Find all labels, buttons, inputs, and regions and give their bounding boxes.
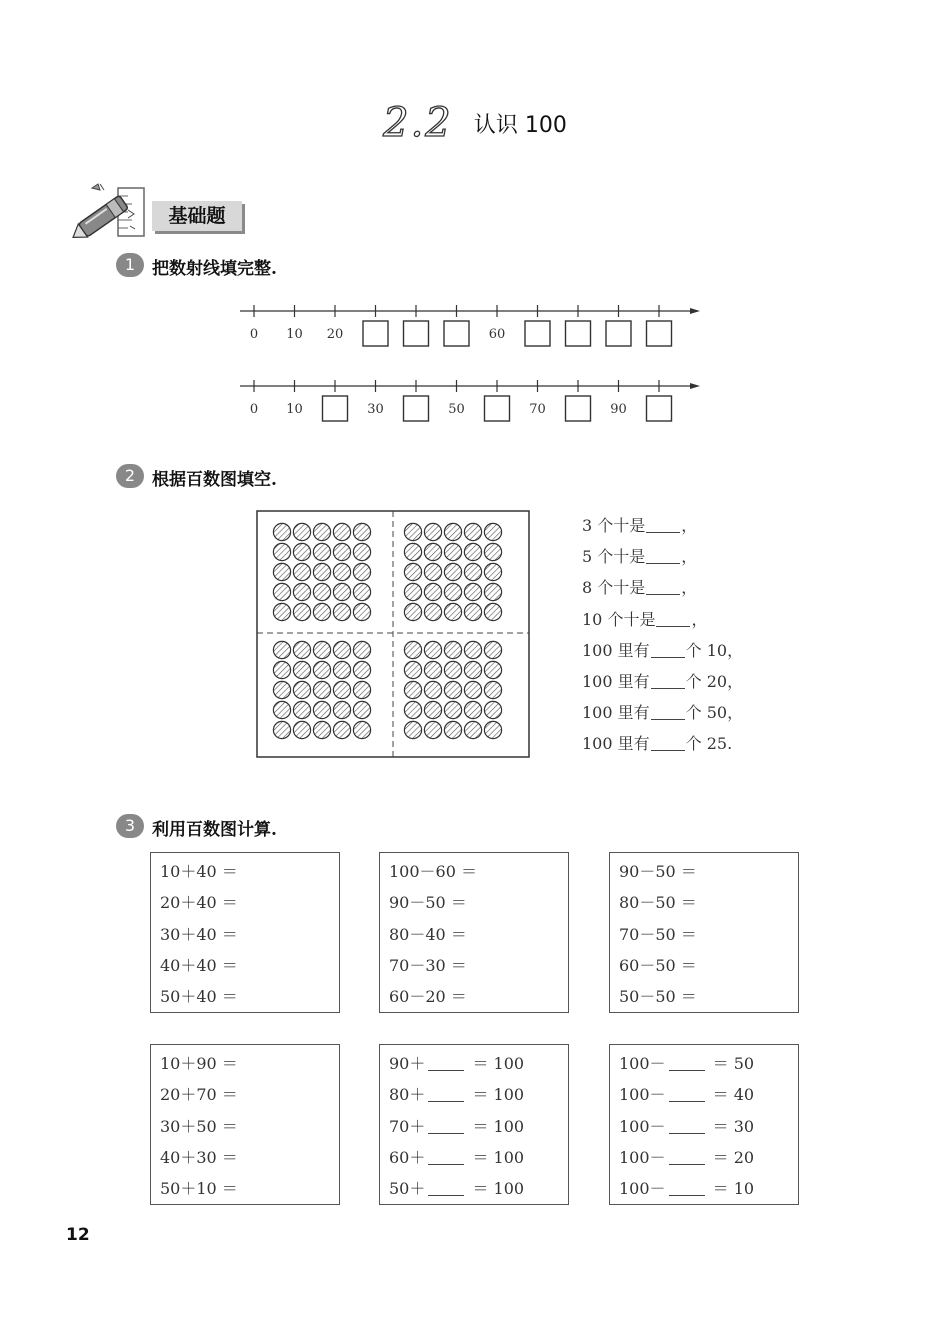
hundred-dot (464, 603, 481, 620)
fill-statement: 10 个十是 ， (582, 609, 708, 629)
tick-label: 70 (529, 402, 546, 417)
hundred-dot (464, 641, 481, 658)
hundred-dot (273, 681, 290, 698)
hundred-dot (313, 523, 330, 540)
calc-line: 60－20 ＝ (389, 987, 467, 1007)
tick-label: 50 (448, 402, 465, 417)
hundred-dot (333, 563, 350, 580)
calc-line: 20＋40 ＝ (160, 893, 238, 913)
hundred-dot (404, 681, 421, 698)
hundred-dot (444, 543, 461, 560)
hundred-dot (464, 583, 481, 600)
tick-label: 90 (610, 402, 627, 417)
answer-blank[interactable] (651, 670, 685, 689)
hundred-dot (293, 543, 310, 560)
hundred-dot (464, 563, 481, 580)
hundred-dot (484, 681, 501, 698)
calc-line: 60－50 ＝ (619, 955, 697, 975)
hundred-dot (424, 523, 441, 540)
calc-line: 30＋40 ＝ (160, 924, 238, 944)
calc-line: 70－30 ＝ (389, 955, 467, 975)
hundred-dot (424, 721, 441, 738)
hundred-dot (444, 523, 461, 540)
hundred-dot (424, 681, 441, 698)
answer-box[interactable] (525, 321, 550, 346)
answer-blank[interactable] (669, 1052, 705, 1071)
hundred-dot (353, 681, 370, 698)
answer-box[interactable] (323, 396, 348, 421)
hundred-dot (444, 701, 461, 718)
arrow-head (690, 308, 700, 314)
hundred-dot (353, 583, 370, 600)
calc-box (609, 852, 799, 1013)
hundred-dot (484, 543, 501, 560)
answer-blank[interactable] (646, 576, 680, 595)
hundred-dot (484, 603, 501, 620)
hundred-chart (256, 510, 530, 758)
question-1-badge: 1 (116, 253, 144, 277)
hundred-dot (424, 641, 441, 658)
tick-label: 10 (286, 402, 303, 417)
answer-box[interactable] (404, 396, 429, 421)
answer-blank[interactable] (669, 1115, 705, 1134)
calc-line: 100－ ＝ 20 (619, 1147, 755, 1167)
hundred-dot (273, 721, 290, 738)
hundred-dot (273, 641, 290, 658)
hundred-dot (333, 701, 350, 718)
calc-line: 50＋40 ＝ (160, 987, 238, 1007)
answer-blank[interactable] (428, 1146, 464, 1165)
question-1-text: 把数射线填完整. (152, 259, 277, 279)
answer-blank[interactable] (646, 545, 680, 564)
hundred-dot (464, 701, 481, 718)
section-label: 基础题 (152, 201, 242, 231)
hundred-dot (313, 681, 330, 698)
question-2-text: 根据百数图填空. (152, 470, 277, 490)
answer-blank[interactable] (428, 1177, 464, 1196)
hundred-dot (333, 681, 350, 698)
hundred-dot (273, 523, 290, 540)
tick-label: 60 (488, 327, 506, 342)
hundred-dot (404, 583, 421, 600)
hundred-dot (404, 603, 421, 620)
hundred-dot (293, 701, 310, 718)
hundred-dot (484, 701, 501, 718)
calc-line: 40＋40 ＝ (160, 955, 238, 975)
calc-line: 60＋ ＝ 100 (389, 1147, 525, 1167)
hundred-dot (313, 563, 330, 580)
calc-line: 80－40 ＝ (389, 924, 467, 944)
hundred-dot (273, 603, 290, 620)
hundred-dot (353, 563, 370, 580)
fill-statement: 3 个十是 ， (582, 516, 698, 535)
hundred-dot (444, 681, 461, 698)
arrow-head (690, 383, 700, 389)
hundred-dot (333, 583, 350, 600)
number-line-2 (240, 380, 700, 421)
hundred-dot (313, 721, 330, 738)
hundred-dot (404, 641, 421, 658)
answer-blank[interactable] (669, 1083, 705, 1102)
hundred-dot (273, 563, 290, 580)
answer-blank[interactable] (428, 1052, 464, 1071)
hundred-dot (444, 603, 461, 620)
calc-box (379, 852, 569, 1013)
calc-line: 50＋ ＝ 100 (389, 1179, 525, 1199)
hundred-dot (353, 543, 370, 560)
calc-line: 80＋ ＝ 100 (389, 1085, 525, 1105)
page-number: 12 (66, 1225, 90, 1245)
question-3-badge: 3 (116, 814, 144, 838)
answer-blank[interactable] (656, 608, 690, 627)
number-line-1 (240, 305, 700, 346)
hundred-dot (313, 543, 330, 560)
hundred-dot (464, 661, 481, 678)
hundred-dot (484, 641, 501, 658)
calc-line: 50－50 ＝ (619, 987, 697, 1007)
hundred-dot (424, 543, 441, 560)
hundred-dot (404, 523, 421, 540)
answer-blank[interactable] (428, 1115, 464, 1134)
hundred-dot (484, 583, 501, 600)
hundred-dot (464, 681, 481, 698)
calc-box (150, 852, 340, 1013)
hundred-dot (273, 661, 290, 678)
hundred-dot (484, 523, 501, 540)
hundred-dot (333, 603, 350, 620)
hundred-dot (353, 661, 370, 678)
calc-line: 80－50 ＝ (619, 893, 697, 913)
answer-box[interactable] (606, 321, 631, 346)
tick-label: 10 (286, 327, 303, 342)
hundred-dot (404, 661, 421, 678)
calc-line: 100－60 ＝ (389, 862, 477, 881)
fill-statement: 100 里有 个 25. (582, 734, 733, 754)
answer-box[interactable] (566, 321, 591, 346)
hundred-dot (444, 721, 461, 738)
calc-line: 100－ ＝ 50 (619, 1054, 755, 1073)
answer-blank[interactable] (646, 514, 680, 533)
fill-statement: 100 里有 个 10， (582, 640, 744, 660)
hundred-dot (444, 583, 461, 600)
hundred-dot (464, 543, 481, 560)
hundred-dot (424, 701, 441, 718)
fill-statement: 8 个十是 ， (582, 578, 698, 598)
hundred-dot (273, 543, 290, 560)
hundred-dot (333, 661, 350, 678)
hundred-dot (293, 583, 310, 600)
hundred-dot (313, 661, 330, 678)
calc-line: 20＋70 ＝ (160, 1085, 238, 1105)
calc-line: 30＋50 ＝ (160, 1116, 238, 1136)
hundred-dot (333, 543, 350, 560)
hundred-dot (444, 641, 461, 658)
hundred-dot (313, 583, 330, 600)
hundred-dot (293, 641, 310, 658)
calc-box (609, 1044, 799, 1205)
hundred-dot (293, 523, 310, 540)
lesson-title-text: 认识 100 (473, 112, 567, 138)
answer-blank[interactable] (651, 639, 685, 658)
answer-box[interactable] (485, 396, 510, 421)
calc-line: 50＋10 ＝ (160, 1179, 238, 1199)
hundred-dot (293, 661, 310, 678)
hundred-dot (353, 641, 370, 658)
calc-line: 90＋ ＝ 100 (389, 1054, 525, 1073)
answer-blank[interactable] (428, 1083, 464, 1102)
tick-label: 30 (367, 402, 384, 417)
hundred-dot (464, 523, 481, 540)
answer-box[interactable] (647, 396, 672, 421)
lesson-number: 2.2 (383, 100, 453, 146)
lesson-title (0, 100, 950, 146)
fill-statement: 100 里有 个 20， (582, 671, 744, 691)
hundred-dot (404, 563, 421, 580)
hundred-dot (313, 641, 330, 658)
hundred-dot (404, 543, 421, 560)
hundred-dot (333, 641, 350, 658)
answer-box[interactable] (647, 321, 672, 346)
hundred-dot (293, 563, 310, 580)
answer-box[interactable] (363, 321, 388, 346)
calc-line: 40＋30 ＝ (160, 1147, 238, 1167)
hundred-dot (293, 603, 310, 620)
hundred-dot (424, 583, 441, 600)
hundred-dot (313, 603, 330, 620)
hundred-dot (444, 661, 461, 678)
hundred-dot (333, 721, 350, 738)
hundred-dot (293, 721, 310, 738)
fill-statement: 5 个十是 ， (582, 547, 698, 567)
answer-blank[interactable] (651, 732, 685, 751)
question-2-badge: 2 (116, 464, 144, 488)
tick-label: 20 (326, 327, 344, 342)
calc-line: 100－ ＝ 10 (619, 1179, 755, 1199)
hundred-dot (353, 523, 370, 540)
tick-label: 0 (249, 327, 259, 342)
hundred-dot (293, 681, 310, 698)
fill-statement: 100 里有 个 50， (582, 703, 744, 723)
calc-box (150, 1044, 340, 1205)
calc-line: 90－50 ＝ (619, 862, 697, 881)
calc-line: 10＋40 ＝ (160, 862, 238, 881)
hundred-dot (273, 701, 290, 718)
hundred-dot (404, 701, 421, 718)
answer-blank[interactable] (651, 701, 685, 720)
hundred-dot (353, 721, 370, 738)
answer-box[interactable] (566, 396, 591, 421)
number-lines (240, 295, 710, 430)
hundred-dot (464, 721, 481, 738)
hundred-dot (424, 661, 441, 678)
tick-label: 0 (249, 402, 259, 417)
hundred-dot (353, 701, 370, 718)
hundred-dot (404, 721, 421, 738)
hundred-dot (484, 563, 501, 580)
hundred-dot (484, 661, 501, 678)
calc-line: 70－50 ＝ (619, 924, 697, 944)
hundred-dot (424, 603, 441, 620)
calc-line: 90－50 ＝ (389, 893, 467, 913)
answer-box[interactable] (444, 321, 469, 346)
hundred-dot (333, 523, 350, 540)
calc-line: 10＋90 ＝ (160, 1054, 238, 1073)
answer-blank[interactable] (669, 1177, 705, 1196)
fill-statements (582, 510, 782, 760)
question-3-text: 利用百数图计算. (152, 820, 277, 840)
answer-box[interactable] (404, 321, 429, 346)
answer-blank[interactable] (669, 1146, 705, 1165)
hundred-dot (484, 721, 501, 738)
hundred-dot (273, 583, 290, 600)
calc-line: 100－ ＝ 40 (619, 1085, 755, 1105)
calc-line: 70＋ ＝ 100 (389, 1116, 525, 1136)
hundred-dot (424, 563, 441, 580)
hundred-dot (353, 603, 370, 620)
hundred-dot (444, 563, 461, 580)
calc-line: 100－ ＝ 30 (619, 1116, 755, 1136)
hundred-dot (313, 701, 330, 718)
calc-box (379, 1044, 569, 1205)
